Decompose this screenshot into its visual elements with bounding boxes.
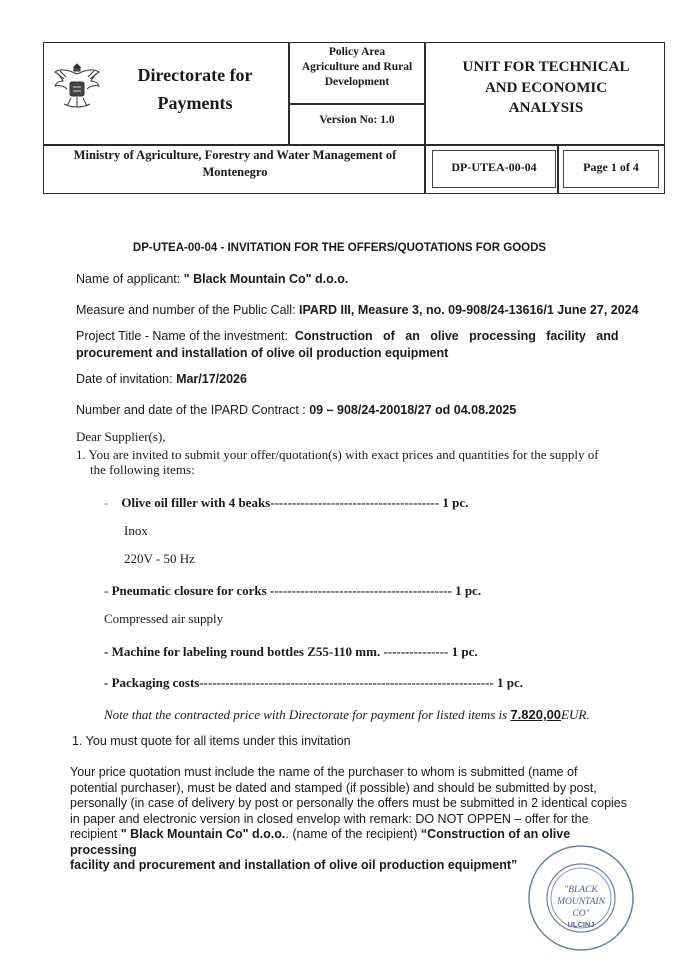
list-item: - Packaging costs-------------------------------------------------------------------- 1 pc. xyxy=(104,675,523,690)
greeting: Dear Supplier(s), xyxy=(76,429,166,444)
page-indicator: Page 1 of 4 xyxy=(583,160,639,174)
item-detail: Inox xyxy=(124,523,148,538)
list-item: - Machine for labeling round bottles Ζ55-110 mm. --------------- 1 pc. xyxy=(104,644,478,659)
date-of-invitation-field: Date of invitation: Mar/17/2026 xyxy=(76,372,247,386)
company-stamp xyxy=(525,842,637,954)
list-item: - Olive oil filler with 4 beaks--------------------------------------- 1 pc. xyxy=(104,495,469,510)
applicant-field: Name of applicant: " Black Mountain Co" d.o.o. xyxy=(76,272,349,286)
version-number: Version No: 1.0 xyxy=(319,114,395,126)
contract-price-note: Note that the contracted price with Directorate for payment for listed items is 7.820,00EUR. xyxy=(104,707,590,722)
public-call-field: Measure and number of the Public Call: IPARD III, Measure 3, no. 09-908/24-13616/1 June 27, 2024 xyxy=(76,303,639,317)
project-title-field: Project Title - Name of the investment: Construction of an olive processing facility and xyxy=(76,329,619,343)
quote-all-items: 1. You must quote for all items under this invitation xyxy=(72,734,351,748)
project-title-continued: procurement and installation of olive oil production equipment xyxy=(76,346,449,360)
doc-code: DP-UTEA-00-04 xyxy=(451,160,537,174)
policy-area: Policy Area Agriculture and Rural Development xyxy=(301,46,413,88)
list-item: - Pneumatic closure for corks ------------------------------------------ 1 pc. xyxy=(104,583,482,598)
submission-instructions: Your price quotation must include the name of the purchaser to whom is submitted (name of potential purchaser), must be dated and stamped (if possible) and should be submitted by post, personally (in case of delivery by post or personally the offers must be submitted in 2 identical copies in paper and electronic version in closed envelop with remark: DO NOT OPPEN – offer for the recipient " Black Mountain Co" d.o.o.. (name of the recipient) “Construction of an olive processing facility and procurement and installation of olive oil production equipment” xyxy=(70,765,628,872)
point-1-text: 1. You are invited to submit your offer/quotation(s) with exact prices and quantities for the supply of xyxy=(76,447,599,462)
unit-name: UNIT FOR TECHNICAL AND ECONOMIC ANALYSIS xyxy=(462,59,630,116)
item-detail: Compressed air supply xyxy=(104,611,224,626)
org-name: Directorate for Payments xyxy=(137,65,253,113)
coat-of-arms-icon xyxy=(52,60,102,112)
stamp-text: "BLACK MOUNTAIN CO" xyxy=(557,885,605,919)
ipard-contract-field: Number and date of the IPARD Contract : 09 – 908/24-20018/27 od 04.08.2025 xyxy=(76,403,517,417)
ministry-name: Ministry of Agriculture, Forestry and Water Management of Montenegro xyxy=(73,148,397,179)
document-title: DP-UTEA-00-04 - INVITATION FOR THE OFFERS/QUOTATIONS FOR GOODS xyxy=(132,242,547,254)
item-detail: 220V - 50 Hz xyxy=(124,551,195,566)
stamp-city: ULCINJ xyxy=(567,920,595,929)
point-1-text-continued: the following items: xyxy=(90,462,195,477)
